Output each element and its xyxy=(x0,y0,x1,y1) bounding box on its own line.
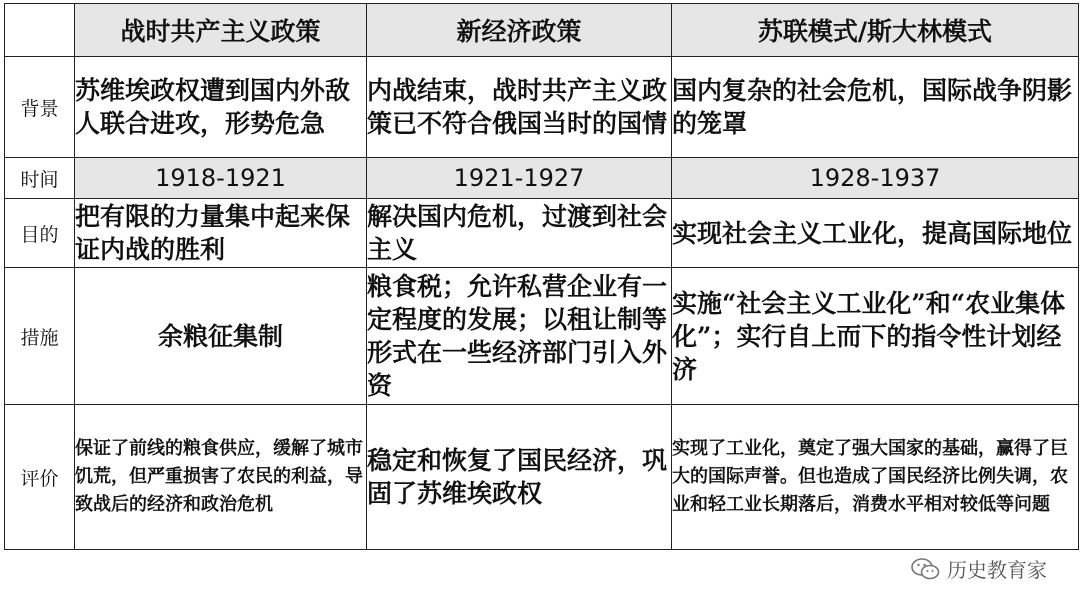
row-label-time: 时间 xyxy=(5,158,75,199)
cell-measures-war-communism: 余粮征集制 xyxy=(75,268,367,405)
cell-evaluation-nep: 稳定和恢复了国民经济，巩固了苏维埃政权 xyxy=(367,405,672,550)
watermark-text: 历史教育家 xyxy=(947,558,1047,582)
row-label-background: 背景 xyxy=(5,57,75,158)
policy-comparison-table xyxy=(4,3,1079,550)
wechat-icon xyxy=(911,557,941,581)
cell-purpose-stalin: 实现社会主义工业化，提高国际地位 xyxy=(672,199,1079,268)
table-row-evaluation xyxy=(5,405,1079,550)
row-label-purpose: 目的 xyxy=(5,199,75,268)
table-row-background xyxy=(5,57,1079,158)
cell-measures-stalin: 实施“社会主义工业化”和“农业集体化”；实行自上而下的指令性计划经济 xyxy=(672,268,1079,405)
cell-measures-nep: 粮食税；允许私营企业有一定程度的发展；以租让制等形式在一些经济部门引入外资 xyxy=(367,268,672,405)
header-stalin-model: 苏联模式/斯大林模式 xyxy=(672,4,1079,57)
cell-background-nep: 内战结束，战时共产主义政策已不符合俄国当时的国情 xyxy=(367,57,672,158)
table-row-time xyxy=(5,158,1079,199)
cell-purpose-nep: 解决国内危机，过渡到社会主义 xyxy=(367,199,672,268)
cell-evaluation-stalin: 实现了工业化，奠定了强大国家的基础，赢得了巨大的国际声誉。但也造成了国民经济比例失调，农业和轻工业长期落后，消费水平相对较低等问题 xyxy=(672,405,1079,550)
table-row-measures xyxy=(5,268,1079,405)
cell-time-stalin: 1928-1937 xyxy=(672,158,1079,199)
header-war-communism: 战时共产主义政策 xyxy=(75,4,367,57)
cell-background-war-communism: 苏维埃政权遭到国内外敌人联合进攻，形势危急 xyxy=(75,57,367,158)
header-corner xyxy=(5,4,75,57)
table-row-purpose xyxy=(5,199,1079,268)
row-label-measures: 措施 xyxy=(5,268,75,405)
cell-time-war-communism: 1918-1921 xyxy=(75,158,367,199)
cell-evaluation-war-communism: 保证了前线的粮食供应，缓解了城市饥荒，但严重损害了农民的利益，导致战后的经济和政治危机 xyxy=(75,405,367,550)
header-new-economic-policy: 新经济政策 xyxy=(367,4,672,57)
header-row xyxy=(5,4,1079,57)
cell-purpose-war-communism: 把有限的力量集中起来保证内战的胜利 xyxy=(75,199,367,268)
row-label-evaluation: 评价 xyxy=(5,405,75,550)
watermark xyxy=(911,554,1047,583)
cell-time-nep: 1921-1927 xyxy=(367,158,672,199)
cell-background-stalin: 国内复杂的社会危机，国际战争阴影的笼罩 xyxy=(672,57,1079,158)
